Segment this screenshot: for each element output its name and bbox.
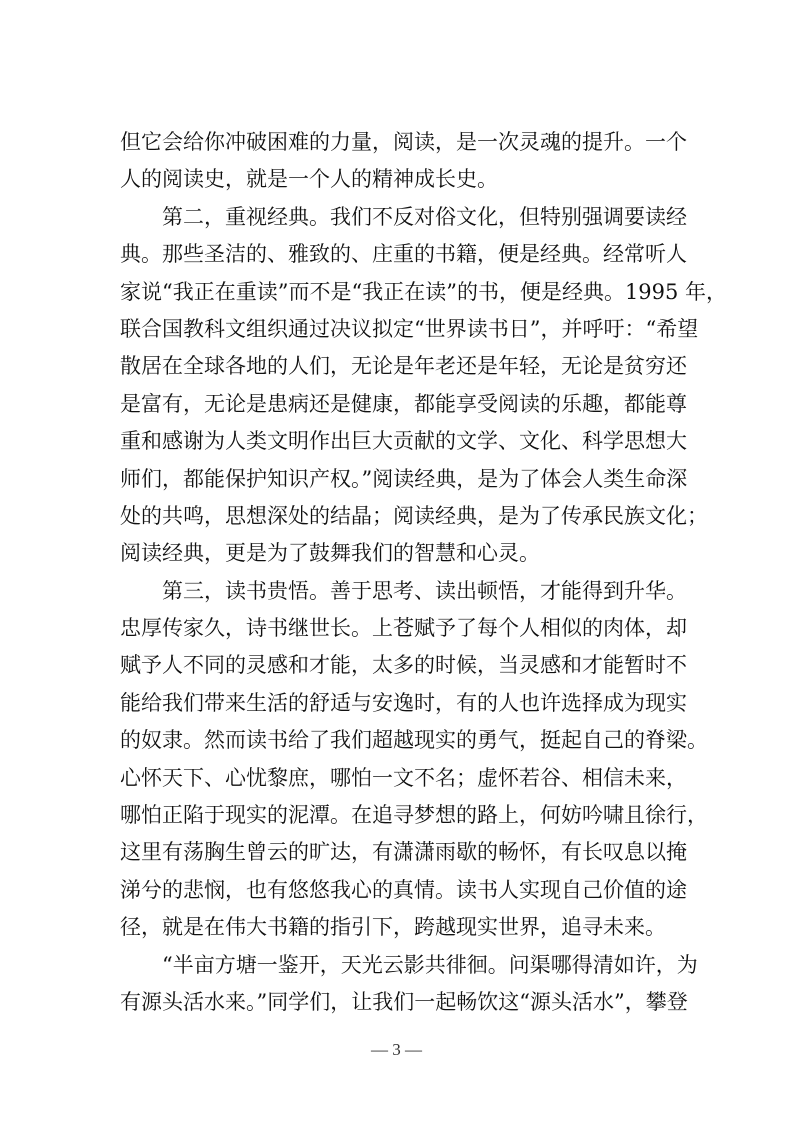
text-line: 涕兮的悲悯，也有悠悠我心的真情。读书人实现自己价值的途: [120, 877, 687, 902]
paragraph: [120, 575, 708, 949]
text-line: 联合国教科文组织通过决议拟定“世界读书日”，并呼吁：“希望: [120, 316, 699, 341]
text-line: 人的阅读史，就是一个人的精神成长史。: [120, 167, 498, 192]
text-line: 哪怕正陷于现实的泥潭。在追寻梦想的路上，何妨吟啸且徐行，: [120, 803, 708, 828]
text-line: 赋予人不同的灵感和才能，太多的时候，当灵感和才能暂时不: [120, 653, 687, 678]
text-line: 心怀天下、心忧黎庶，哪怕一文不名；虚怀若谷、相信未来，: [120, 765, 687, 790]
text-line: 重和感谢为人类文明作出巨大贡献的文学、文化、科学思想大: [120, 429, 687, 454]
document-body: [120, 126, 728, 1023]
text-line: 家说“我正在重读”而不是“我正在读”的书，便是经典。1995 年，: [120, 279, 728, 304]
text-line: 但它会给你冲破困难的力量，阅读，是一次灵魂的提升。一个: [120, 130, 687, 154]
text-line: 是富有，无论是患病还是健康，都能享受阅读的乐趣，都能尊: [120, 391, 687, 416]
text-line: 处的共鸣，思想深处的结晶；阅读经典，是为了传承民族文化；: [120, 503, 708, 528]
text-line: 第二，重视经典。我们不反对俗文化，但特别强调要读经: [162, 204, 687, 229]
text-line: 师们，都能保护知识产权。”阅读经典，是为了体会人类生命深: [120, 466, 688, 491]
page-number: — 3 —: [371, 1040, 422, 1059]
text-line: 典。那些圣洁的、雅致的、庄重的书籍，便是经典。经常听人: [120, 242, 687, 267]
text-line: 忠厚传家久，诗书继世长。上苍赋予了每个人相似的肉体，却: [120, 616, 687, 641]
paragraph: [120, 201, 728, 575]
text-line: 第三，读书贵悟。善于思考、读出顿悟，才能得到升华。: [162, 578, 687, 603]
text-line: 的奴隶。然而读书给了我们超越现实的勇气，挺起自己的脊梁。: [120, 728, 708, 753]
paragraph: [120, 126, 687, 201]
text-line: 阅读经典，更是为了鼓舞我们的智慧和心灵。: [120, 541, 540, 566]
text-line: 能给我们带来生活的舒适与安逸时，有的人也许选择成为现实: [120, 690, 687, 715]
text-line: 有源头活水来。”同学们，让我们一起畅饮这“源头活水”，攀登: [120, 989, 688, 1014]
text-line: 这里有荡胸生曾云的旷达，有潇潇雨歇的畅怀，有长叹息以掩: [120, 840, 687, 865]
text-line: 散居在全球各地的人们，无论是年老还是年轻，无论是贫穷还: [120, 354, 687, 379]
text-line: “半亩方塘一鉴开，天光云影共徘徊。问渠哪得清如许，为: [162, 952, 698, 977]
paragraph: [120, 949, 698, 1024]
text-line: 径，就是在伟大书籍的指引下，跨越现实世界，追寻未来。: [120, 915, 666, 940]
